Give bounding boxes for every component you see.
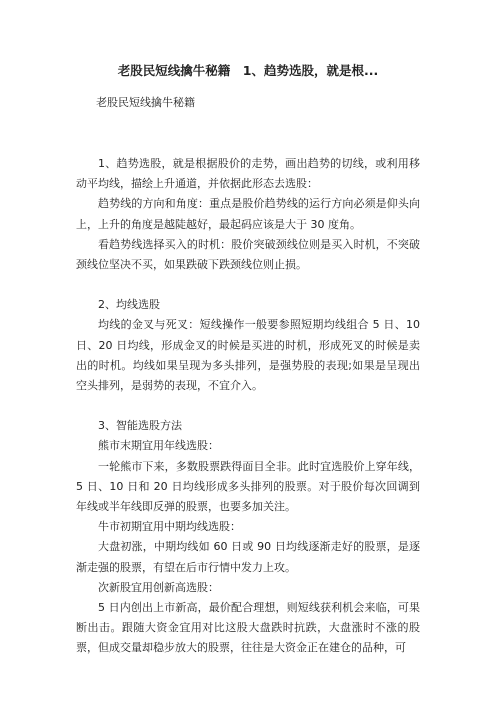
body-paragraph: 趋势线的方向和角度：重点是股价趋势线的运行方向必须是仰头向上，上升的角度是越陡越好，最起码应该是大于 30 度角。 <box>76 197 420 231</box>
body-paragraph: 一轮熊市下来，多数股票跌得面目全非。此时宜选股价上穿年线，5 日、10 日和 20 日均线形成多头排列的股票。对于股价每次回调到年线或半年线即反弹的股票，也要多加关注。 <box>76 459 420 514</box>
body-paragraph: 5 日内创出上市新高，最价配合理想，则短线获利机会来临，可果断出击。跟随大资金宜用对比这股大盘跌时抗跌，大盘涨时不涨的股票，但成交量却稳步放大的股票，往往是大资金正在建仓的品种，可 <box>76 601 420 655</box>
body-paragraph: 3、智能选股方法 <box>98 419 182 433</box>
body-paragraph: 均线的金叉与死叉：短线操作一般要参照短期均线组合 5 日、10 日、20 日均线，形成金叉的时候是买进的时机，形成死叉的时候是卖出的时机。均线如果呈现为多头排列，是强势股的表现;如果是呈现出空头排列，是弱势的表现，不宜介入。 <box>76 318 420 393</box>
body-paragraph: 看趋势线选择买入的时机：股价突破颈线位则是买入时机，不突破颈线位坚决不买，如果跌破下跌颈线位则止损。 <box>76 237 420 272</box>
body-paragraph: 2、均线选股 <box>98 298 160 312</box>
document-body <box>76 154 420 659</box>
document-subtitle: 老股民短线擒牛秘籍 <box>96 96 195 109</box>
document-title: 老股民短线擒牛秘籍 1、趋势选股，就是根... <box>117 63 379 78</box>
body-paragraph: 次新股宜用创新高选股： <box>98 580 219 594</box>
body-paragraph: 牛市初期宜用中期均线选股： <box>98 520 241 534</box>
body-paragraph: 大盘初涨，中期均线如 60 日或 90 日均线逐渐走好的股票，是逐渐走强的股票，有望在后市行情中发力上攻。 <box>76 540 420 574</box>
body-paragraph: 1、趋势选股，就是根据股价的走势，画出趋势的切线，或利用移动平均线，描绘上升通道，并依据此形态去选股： <box>76 157 420 191</box>
body-paragraph: 熊市末期宜用年线选股： <box>98 439 219 453</box>
